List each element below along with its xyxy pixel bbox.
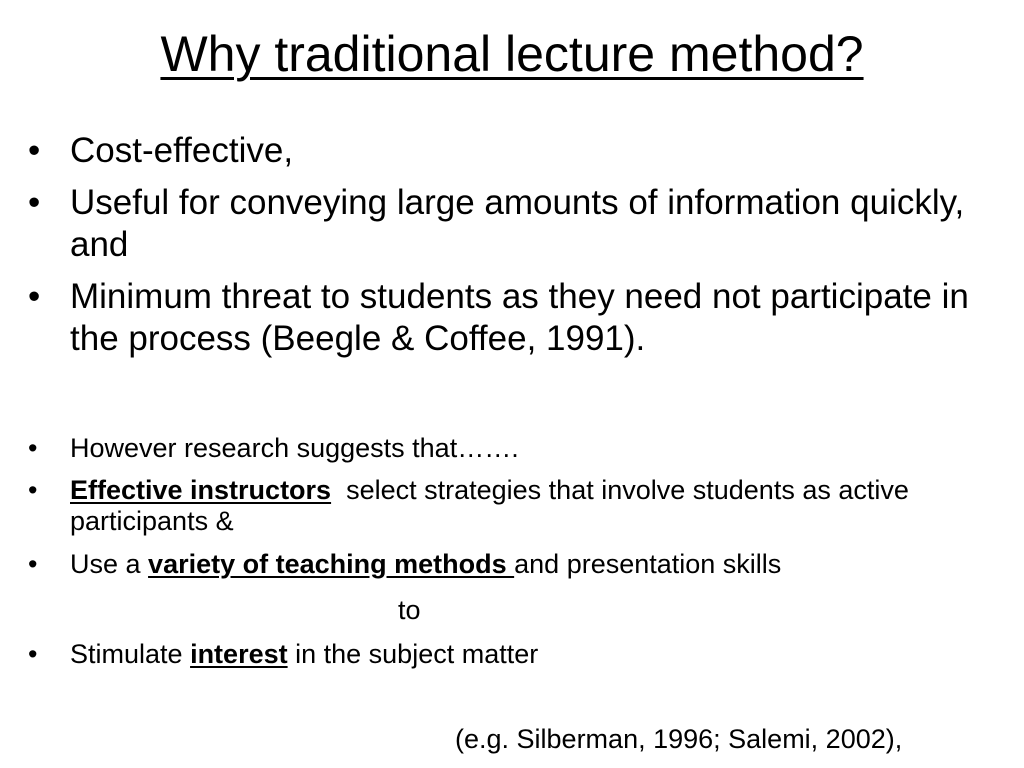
bullet-icon: • <box>28 131 41 170</box>
list-item <box>28 548 1008 580</box>
bullet-icon: • <box>28 475 38 505</box>
use-prefix: Use a <box>70 549 149 579</box>
bullet-icon: • <box>28 183 41 222</box>
bullet-icon: • <box>28 433 38 463</box>
connector-to: to <box>398 595 421 625</box>
bullet-icon: • <box>28 549 38 579</box>
list-item <box>28 182 1008 266</box>
stimulate-prefix: Stimulate <box>70 639 191 669</box>
point-cost-effective: Cost-effective, <box>70 131 294 170</box>
slide-title: Why traditional lecture method? <box>160 26 864 82</box>
effective-instructors-text: select strategies that involve students as active participants & <box>70 475 917 536</box>
bullet-icon: • <box>28 277 41 316</box>
list-item <box>28 475 1008 537</box>
research-intro: However research suggests that……. <box>70 433 519 463</box>
effective-instructors-emphasis: Effective instructors <box>70 475 332 505</box>
bullet-icon: • <box>28 639 38 669</box>
use-rest: and presentation skills <box>514 549 782 579</box>
main-points-list <box>28 130 1008 370</box>
list-item <box>28 638 1008 670</box>
interest-emphasis: interest <box>190 639 288 669</box>
point-minimum-threat: Minimum threat to students as they need not participate in the process (Beegle & Coffee, 1991). <box>70 277 969 358</box>
list-item <box>28 130 1008 172</box>
research-points-list <box>28 432 1008 591</box>
stimulate-rest: in the subject matter <box>287 639 539 669</box>
stimulate-list <box>28 638 1008 670</box>
variety-of-methods-emphasis: variety of teaching methods <box>148 549 515 579</box>
point-useful: Useful for conveying large amounts of information quickly, and <box>70 183 965 264</box>
list-item <box>28 432 1008 464</box>
citation: (e.g. Silberman, 1996; Salemi, 2002), <box>455 724 903 754</box>
list-item <box>28 276 1008 360</box>
